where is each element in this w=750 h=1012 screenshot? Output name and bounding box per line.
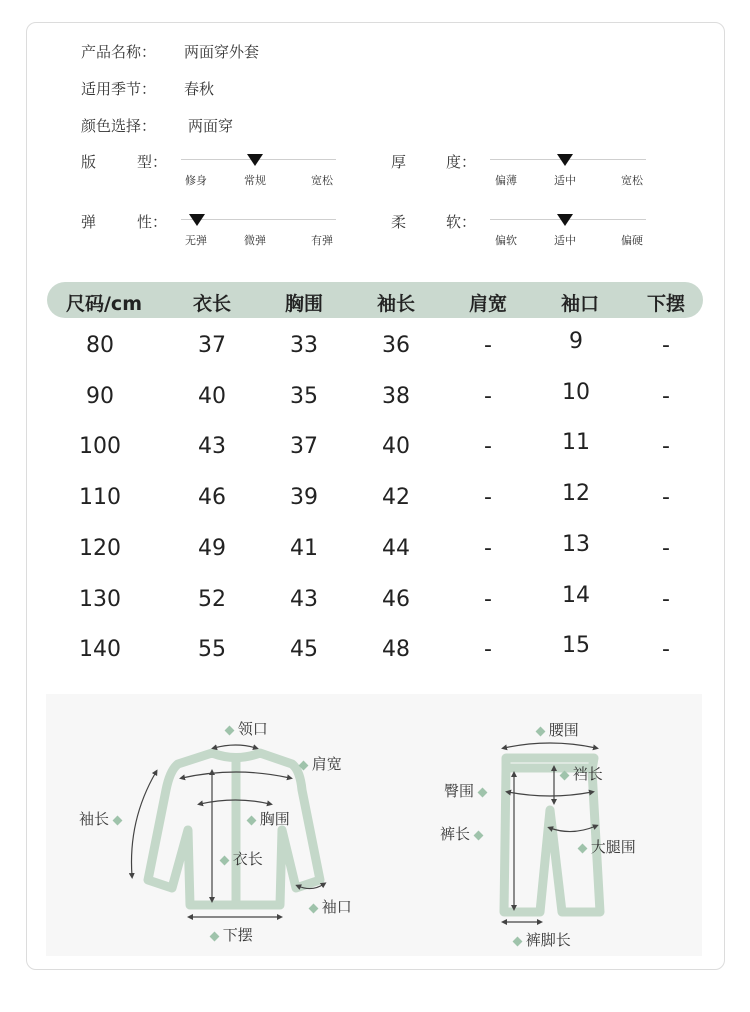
table-cell: 120 [79,535,121,561]
table-cell: 40 [198,383,226,409]
table-cell: - [484,434,492,460]
product-name-value: 两面穿外套 [184,43,260,61]
label-collar-text: 领口 [237,720,268,738]
color-label: 颜色选择： [81,117,157,135]
header-cuff: 袖口 [560,293,600,315]
table-cell: - [484,485,492,511]
label-thigh-text: 大腿围 [590,838,636,856]
season-label: 适用季节： [81,80,157,98]
label-pants-length [440,823,482,844]
label-thigh [579,836,636,857]
label-sleeve-length-text: 袖长 [79,810,110,828]
table-cell: 110 [79,485,121,511]
label-shoulder-text: 肩宽 [311,755,342,773]
fit-tick-2: 宽松 [311,174,333,187]
label-leg-opening [514,929,571,950]
diamond-icon [112,816,122,826]
softness-tick-1: 适中 [554,234,576,247]
table-cell: 36 [382,333,410,358]
diamond-icon [578,844,588,854]
table-cell: - [484,637,492,663]
color-value: 两面穿 [188,117,234,135]
label-leg-opening-text: 裤脚长 [525,931,571,949]
table-cell: 11 [562,430,590,456]
table-cell: - [662,535,670,561]
table-cell: 12 [562,481,590,507]
diamond-icon [225,726,235,736]
table-cell: 46 [382,586,410,612]
fit-tick-1: 常规 [244,174,266,187]
thickness-tick-0: 偏薄 [495,174,517,187]
elasticity-tick-2: 有弹 [311,234,333,247]
label-length-text: 衣长 [232,850,263,868]
label-collar [226,718,268,739]
thickness-label-b: 度： [446,153,477,171]
table-cell: - [662,485,670,511]
diamond-icon [210,932,220,942]
table-cell: 43 [198,434,226,460]
table-cell: 41 [290,535,318,561]
table-cell: 80 [86,333,114,358]
table-cell: 46 [198,485,226,511]
table-cell: - [662,434,670,460]
table-cell: 10 [562,379,590,405]
table-cell: 37 [198,333,226,358]
jacket-outline [148,753,320,905]
table-cell: 52 [198,586,226,612]
table-cell: 90 [86,383,114,409]
table-cell: 15 [562,633,590,659]
season-value: 春秋 [184,80,215,98]
label-hip [444,780,486,801]
table-cell: 43 [290,586,318,612]
softness-label-b: 软： [446,213,477,231]
label-pants-length-text: 裤长 [440,825,471,843]
table-cell: 40 [382,434,410,460]
table-cell: - [662,637,670,663]
label-length [221,848,263,869]
table-cell: 45 [290,637,318,663]
thickness-label-a: 厚 [391,153,407,171]
thickness-tick-2: 宽松 [621,174,643,187]
elasticity-label-b: 性： [137,213,168,231]
diamond-icon [473,831,483,841]
table-cell: 38 [382,383,410,409]
table-cell: 44 [382,535,410,561]
header-chest: 胸围 [284,293,324,315]
product-name-label: 产品名称： [81,43,157,61]
table-cell: 42 [382,485,410,511]
table-cell: - [484,383,492,409]
header-size: 尺码/cm [65,293,143,315]
label-hem-text: 下摆 [222,926,253,944]
thickness-tick-1: 适中 [554,174,576,187]
label-cuff-text: 袖口 [321,898,352,916]
diamond-icon [299,761,309,771]
header-hem: 下摆 [646,293,686,315]
label-crotch-text: 裆长 [572,765,603,783]
softness-tick-2: 偏硬 [621,234,643,247]
label-chest [248,808,290,829]
softness-label-a: 柔 [391,213,407,231]
table-cell: - [484,333,492,358]
table-cell: 48 [382,637,410,663]
fit-label-a: 版 [81,153,97,171]
table-cell: 55 [198,637,226,663]
diamond-icon [513,937,523,947]
table-cell: - [662,586,670,612]
table-cell: 33 [290,333,318,358]
label-waist [537,719,579,740]
table-cell: 35 [290,383,318,409]
table-cell: - [484,586,492,612]
label-sleeve-length [79,808,121,829]
label-crotch [561,763,603,784]
label-chest-text: 胸围 [259,810,290,828]
fit-tick-0: 修身 [185,174,207,187]
diamond-icon [560,771,570,781]
label-shoulder [300,753,342,774]
table-cell: 37 [290,434,318,460]
diamond-icon [536,727,546,737]
table-cell: 14 [562,582,590,608]
label-hem [211,924,253,945]
table-cell: 100 [79,434,121,460]
label-cuff [310,896,352,917]
elasticity-tick-1: 微弹 [244,234,266,247]
diamond-icon [309,904,319,914]
elasticity-tick-0: 无弹 [185,234,207,247]
table-cell: 140 [79,637,121,663]
table-cell: 13 [562,531,590,557]
label-hip-text: 臀围 [444,782,475,800]
softness-tick-0: 偏软 [495,234,517,247]
table-cell: 9 [569,329,583,354]
table-cell: - [484,535,492,561]
diamond-icon [247,816,257,826]
table-cell: 49 [198,535,226,561]
diamond-icon [477,788,487,798]
elasticity-label-a: 弹 [81,213,97,231]
header-shoulder: 肩宽 [468,293,508,315]
header-sleeve: 袖长 [376,293,416,315]
header-length: 衣长 [192,293,232,315]
table-cell: - [662,383,670,409]
table-cell: 130 [79,586,121,612]
diamond-icon [220,856,230,866]
table-cell: - [662,333,670,358]
label-waist-text: 腰围 [548,721,579,739]
table-cell: 39 [290,485,318,511]
fit-label-b: 型： [137,153,168,171]
